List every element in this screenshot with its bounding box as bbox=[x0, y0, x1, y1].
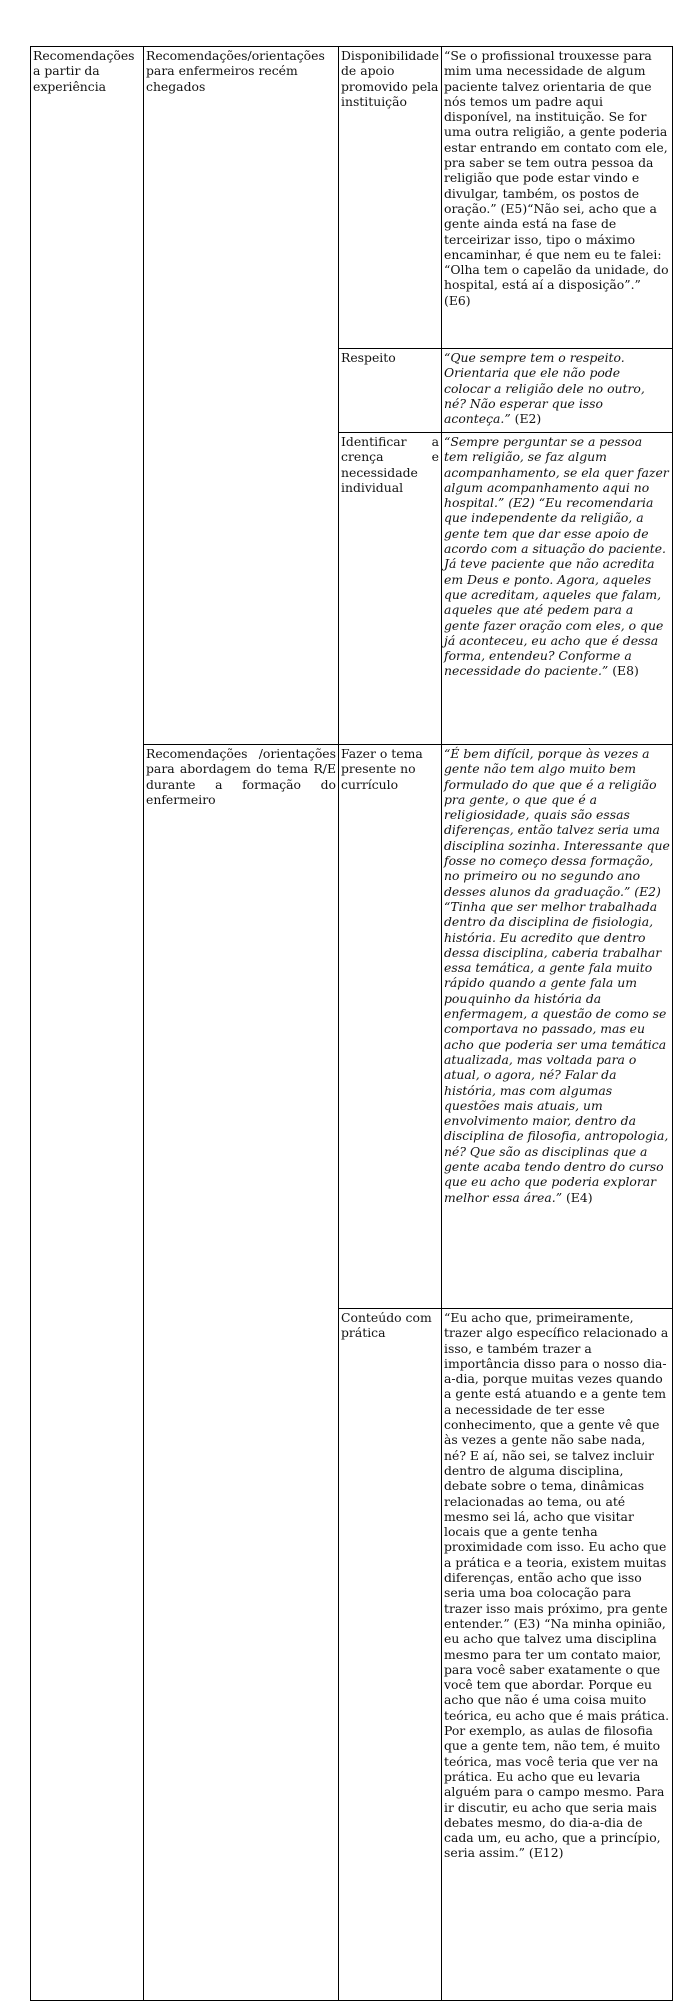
subcategory-cell: Fazer o tema presente no currículo bbox=[339, 745, 442, 1309]
interviewee-code: (E2) bbox=[510, 411, 542, 427]
quote-cell: “Eu acho que, primeiramente, trazer algo específico relacionado a isso, e também trazer a importância disso para o nosso dia-a-dia, porque muitas vezes quando a gente está atuando e a gente tem a necessidade de ter esse conhecimento, que a gente vê que às vezes a gente não sabe nada, né? E aí, não sei, se talvez incluir dentro de alguma disciplina, debate sobre o tema, dinâmicas relacionadas ao tema, ou até mesmo sei lá, acho que visitar locais que a gente tenha proximidade com isso. Eu acho que a prática e a teoria, existem muitas diferenças, então acho que isso seria uma boa colocação para trazer isso mais próximo, pra gente entender.” (E3) “Na minha opinião, eu acho que talvez uma disciplina mesmo para ter um contato maior, para você saber exatamente o que você tem que abordar. Porque eu acho que não é uma coisa muito teórica, eu acho que é mais prática. Por exemplo, as aulas de filosofia que a gente tem, não tem, é muito teórica, mas você teria que ver na prática. Eu acho que eu levaria alguém para o campo mesmo. Para ir discutir, eu acho que seria mais debates mesmo, do dia-a-dia de cada um, eu acho, que a princípio, seria assim.” (E12) bbox=[442, 1309, 673, 2001]
subcategory-cell: Identificar a crença e necessidade individual bbox=[339, 433, 442, 745]
category-cell: Recomendações a partir da experiência bbox=[31, 47, 144, 2001]
group1-label: Recomendações/orientações para enfermeiros recém chegados bbox=[144, 47, 339, 745]
quote-cell bbox=[442, 745, 673, 1309]
subcategory-cell: Conteúdo com prática bbox=[339, 1309, 442, 2001]
interviewee-code: (E4) bbox=[562, 1189, 593, 1205]
quote-cell bbox=[442, 433, 673, 745]
quote-text: “Que sempre tem o respeito. Orientaria que ele não pode colocar a religião dele no outro, né? Não esperar que isso aconteça.” bbox=[444, 350, 645, 427]
quote-cell: “Se o profissional trouxesse para mim uma necessidade de algum paciente talvez orientaria de que nós temos um padre aqui disponível, na instituição. Se for uma outra religião, a gente poderia estar entrando em contato com ele, pra saber se tem outra pessoa da religião que pode estar vindo e divulgar, também, os postos de oração.” (E5)“Não sei, acho que a gente ainda está na fase de terceirizar isso, tipo o máximo encaminhar, é que nem eu te falei: “Olha tem o capelão da unidade, do hospital, está aí a disposição”.” (E6) bbox=[442, 47, 673, 349]
subcategory-cell: Respeito bbox=[339, 349, 442, 433]
interviewee-code: (E8) bbox=[608, 663, 639, 679]
group2-label: Recomendações /orientações para abordagem do tema R/E durante a formação do enfermeiro bbox=[144, 745, 339, 2001]
recommendations-table bbox=[30, 46, 673, 2001]
quote-text: “É bem difícil, porque às vezes a gente não tem algo muito bem formulado do que que é a religião pra gente, o que que é a religiosidade, quais são essas diferenças, então talvez seria uma disciplina sozinha. Interessante que fosse no começo dessa formação, no primeiro ou no segundo ano desses alunos da graduação.” (E2) “Tinha que ser melhor trabalhada dentro da disciplina de fisiologia, história. Eu acredito que dentro dessa disciplina, caberia trabalhar essa temática, a gente fala muito rápido quando a gente fala um pouquinho da história da enfermagem, a questão de como se comportava no passado, mas eu acho que poderia ser uma temática atualizada, mas voltada para o atual, o agora, né? Falar da história, mas com algumas questões mais atuais, um envolvimento maior, dentro da disciplina de filosofia, antropologia, né? Que são as disciplinas que a gente acaba tendo dentro do curso que eu acho que poderia explorar melhor essa área.” bbox=[444, 746, 670, 1205]
quote-cell bbox=[442, 349, 673, 433]
subcategory-cell: Disponibilidade de apoio promovido pela instituição bbox=[339, 47, 442, 349]
table-row bbox=[31, 47, 673, 349]
quote-text: “Sempre perguntar se a pessoa tem religião, se faz algum acompanhamento, se ela quer fazer algum acompanhamento aqui no hospital.” (E2) “Eu recomendaria que independente da religião, a gente tem que dar esse apoio de acordo com a situação do paciente. Já teve paciente que não acredita em Deus e ponto. Agora, aqueles que acreditam, aqueles que falam, aqueles que até pedem para a gente fazer oração com eles, o que já aconteceu, eu acho que é dessa forma, entendeu? Conforme a necessidade do paciente.” bbox=[444, 434, 669, 679]
